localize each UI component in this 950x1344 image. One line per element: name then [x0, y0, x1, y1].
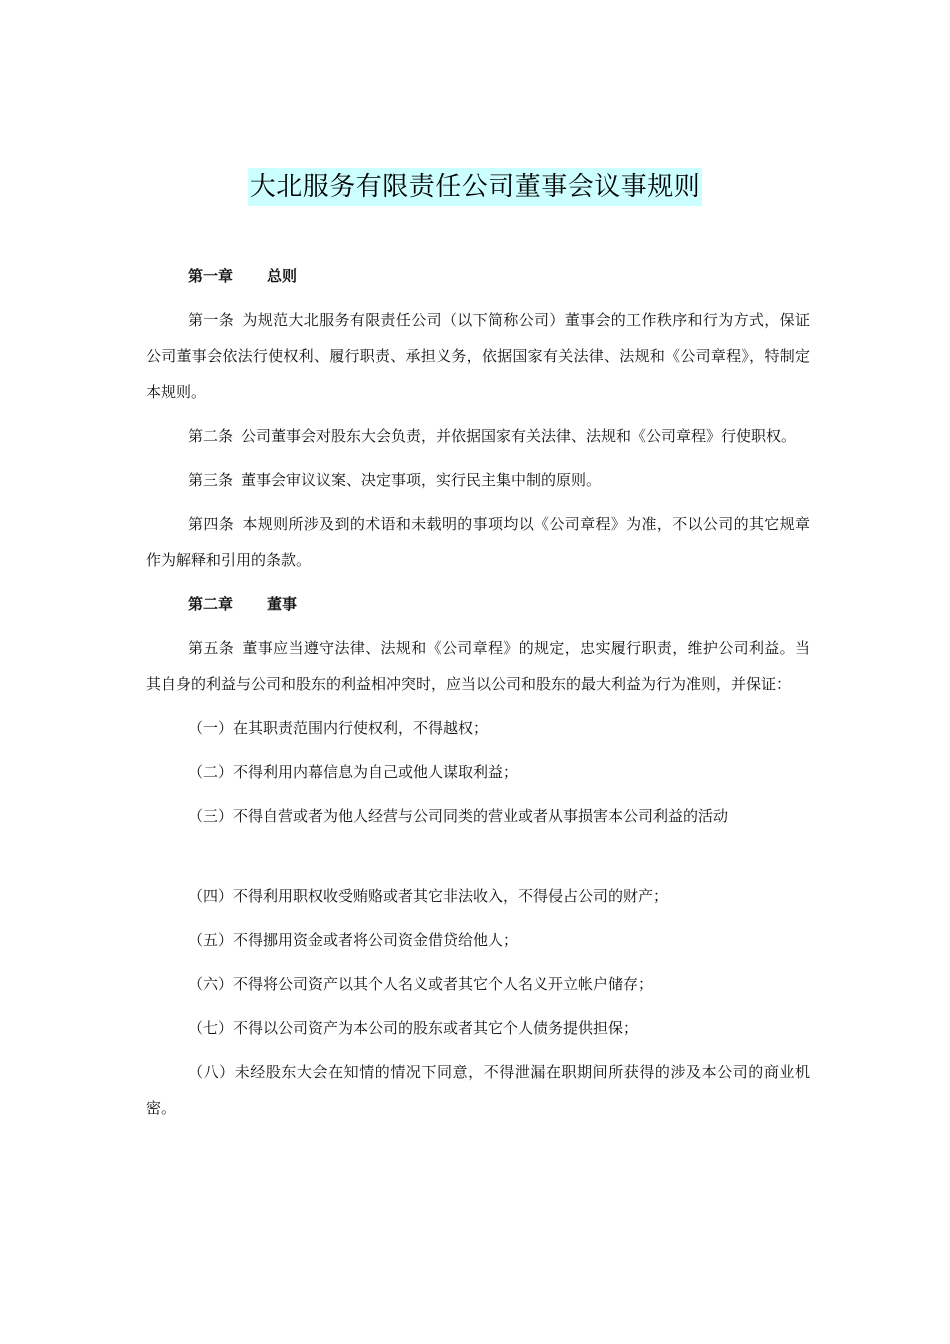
article-2-text: 公司董事会对股东大会负责，并依据国家有关法律、法规和《公司章程》行使职权。 [241, 427, 797, 445]
document-body [146, 258, 810, 1134]
list-item: （六）不得将公司资产以其个人名义或者其它个人名义开立帐户储存； [188, 975, 654, 993]
article-2 [146, 418, 810, 454]
article-3 [146, 462, 810, 498]
list-item: （三）不得自营或者为他人经营与公司同类的营业或者从事损害本公司利益的活动 [188, 807, 729, 825]
article-5-text: 董事应当遵守法律、法规和《公司章程》的规定，忠实履行职责，维护公司利益。当其自身的利益与公司和股东的利益相冲突时，应当以公司和股东的最大利益为行为准则，并保证： [146, 639, 810, 693]
document-title: 大北服务有限责任公司董事会议事规则 [248, 168, 703, 206]
article-1-text: 为规范大北服务有限责任公司（以下简称公司）董事会的工作秩序和行为方式，保证公司董事会依法行使权利、履行职责、承担义务，依据国家有关法律、法规和《公司章程》，特制定本规则。 [146, 311, 810, 401]
list-item: （二）不得利用内幕信息为自己或他人谋取利益； [188, 763, 519, 781]
article-1-label: 第一条 [188, 311, 235, 329]
list-item: （五）不得挪用资金或者将公司资金借贷给他人； [188, 931, 519, 949]
article-5-label: 第五条 [188, 639, 235, 657]
list-item: （一）在其职责范围内行使权利，不得越权； [188, 719, 489, 737]
article-3-text: 董事会审议议案、决定事项，实行民主集中制的原则。 [241, 471, 602, 489]
chapter-1-heading [146, 258, 810, 294]
title-container [0, 168, 950, 206]
article-4-label: 第四条 [188, 515, 235, 533]
article-2-label: 第二条 [188, 427, 234, 445]
list-item: （七）不得以公司资产为本公司的股东或者其它个人债务提供担保； [188, 1019, 639, 1037]
chapter-1-name: 总则 [267, 267, 298, 285]
chapter-2-name: 董事 [267, 595, 298, 613]
chapter-1-number: 第一章 [188, 267, 234, 285]
article-4 [146, 506, 810, 578]
article-4-text: 本规则所涉及到的术语和未载明的事项均以《公司章程》为准，不以公司的其它规章作为解释和引用的条款。 [146, 515, 810, 569]
list-item: （八）未经股东大会在知情的情况下同意，不得泄漏在职期间所获得的涉及本公司的商业机密。 [146, 1063, 810, 1117]
article-5 [146, 630, 810, 702]
chapter-2-number: 第二章 [188, 595, 234, 613]
article-3-label: 第三条 [188, 471, 234, 489]
chapter-2-heading [146, 586, 810, 622]
list-item: （四）不得利用职权收受贿赂或者其它非法收入，不得侵占公司的财产； [188, 887, 669, 905]
article-1 [146, 302, 810, 410]
